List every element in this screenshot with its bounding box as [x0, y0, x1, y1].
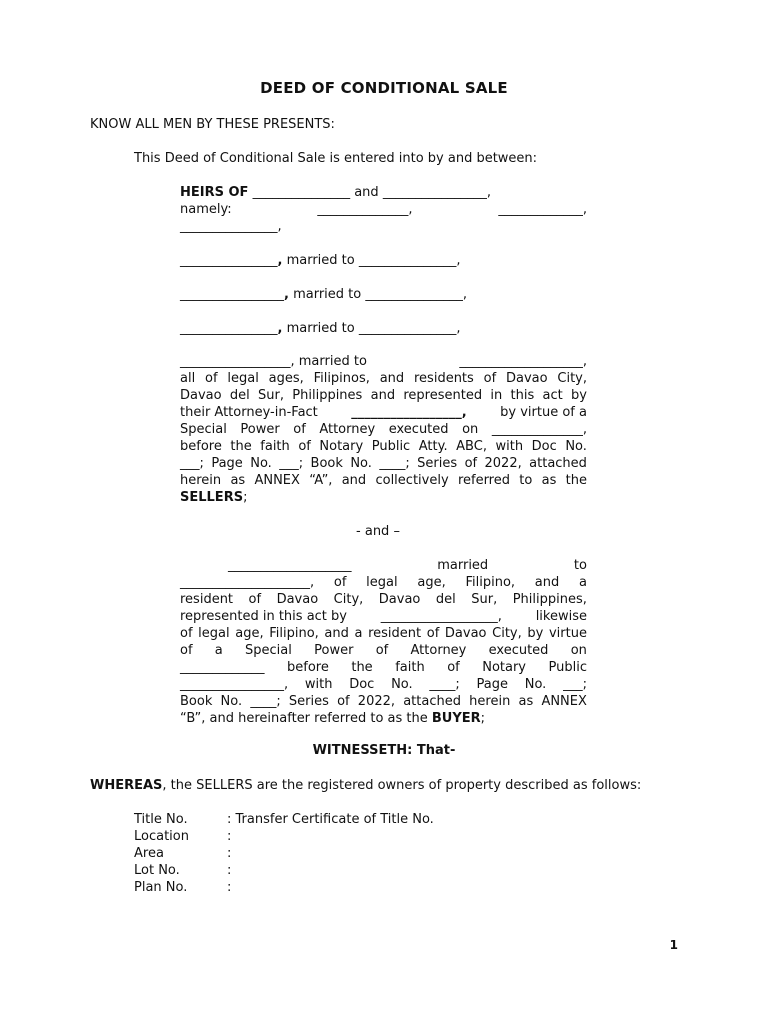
word: act [542, 388, 563, 403]
word: del [229, 388, 250, 403]
word: No. [350, 456, 372, 471]
word: Davao [276, 592, 319, 607]
page-number: 1 [669, 938, 678, 952]
word: Davao [444, 626, 487, 641]
word: a [214, 643, 223, 658]
word: No. [220, 694, 243, 709]
sellers-line-1a: _________________, married to [180, 354, 367, 369]
word: _____________ [180, 660, 265, 675]
word: Notary [319, 439, 364, 454]
married-line-1 [180, 252, 461, 269]
word: Public [371, 439, 411, 454]
buyer-likewise: likewise [535, 609, 587, 624]
word: del [435, 592, 456, 607]
word: before [180, 439, 222, 454]
sellers-semicolon: ; [243, 490, 248, 505]
buyer-line-7 [180, 659, 587, 676]
buyer-line-1 [180, 557, 587, 574]
word: attached [529, 456, 587, 471]
sellers-line-8 [180, 472, 587, 489]
word: Book [310, 456, 343, 471]
word: residents [414, 371, 474, 386]
word: virtue [548, 626, 587, 641]
word: “A”, [309, 473, 333, 488]
property-value: : Transfer Certificate of Title No. [227, 812, 434, 827]
word: City, [333, 592, 364, 607]
heirs-block [180, 184, 587, 235]
buyer-line-2 [180, 574, 587, 591]
word: ___; [180, 456, 204, 471]
word: age, [235, 626, 264, 641]
word: Philippines [292, 388, 363, 403]
word: Doc [531, 439, 557, 454]
word: the [351, 660, 373, 675]
document-title: DEED OF CONDITIONAL SALE [260, 79, 508, 97]
word: Special [180, 422, 227, 437]
property-value: : [227, 846, 232, 861]
word: Atty. [418, 439, 448, 454]
and-separator: - and – [356, 524, 400, 539]
buyer-semicolon: ; [480, 711, 486, 726]
word: and [370, 388, 396, 403]
word: Doc [349, 677, 375, 692]
sellers-line-7 [180, 455, 587, 472]
word: in [490, 388, 503, 403]
whereas-term: WHEREAS [90, 778, 163, 793]
word: of [447, 660, 460, 675]
attorney-label: their Attorney-in-Fact [180, 405, 318, 420]
word: age, [417, 575, 446, 590]
word: No. [565, 439, 587, 454]
word: ANNEX [254, 473, 300, 488]
word: ABC, [456, 439, 487, 454]
word: Sur, [471, 592, 498, 607]
heirs-label: HEIRS OF [180, 185, 249, 200]
married-comma: , [277, 321, 283, 336]
word: Filipino, [269, 626, 319, 641]
word: ______________, [491, 422, 587, 437]
word: Power [314, 643, 354, 658]
buyer-attorney-blank: __________________, [380, 609, 502, 624]
property-value: : [227, 829, 232, 844]
word: Series [288, 694, 329, 709]
word: all [180, 371, 196, 386]
married-rest: married to _______________, [288, 287, 467, 302]
word: as [518, 694, 534, 709]
word: ____________________, [180, 575, 315, 590]
word: faith [260, 439, 290, 454]
word: Davao [378, 592, 421, 607]
married-comma: , [277, 253, 283, 268]
buyer-paragraph [180, 557, 587, 727]
word: legal [198, 626, 230, 641]
buyer-line-3 [180, 591, 587, 608]
word: ages, [268, 371, 304, 386]
sellers-line-2 [180, 370, 587, 387]
namely-blank-3: _______________, [180, 219, 282, 234]
word: Book [180, 694, 213, 709]
word: Public [548, 660, 587, 675]
property-label: Title No. [134, 812, 188, 827]
word: Page [211, 456, 243, 471]
namely-blank-2: _____________, [498, 202, 587, 217]
word: Attorney [410, 643, 467, 658]
whereas-line [90, 777, 641, 794]
married-name: ________________ [180, 287, 284, 302]
word: of [293, 422, 306, 437]
word: of [180, 643, 193, 658]
word: No. [524, 677, 547, 692]
word: by [571, 388, 587, 403]
buyer-term: BUYER [431, 711, 481, 726]
word: and [324, 626, 349, 641]
word: City, [557, 371, 587, 386]
property-row-location [134, 828, 434, 845]
word: Special [245, 643, 292, 658]
heirs-blank-2: ________________, [382, 185, 491, 200]
word: the [565, 473, 587, 488]
word: Filipinos, [313, 371, 370, 386]
word: by [527, 626, 544, 641]
word: to [573, 558, 587, 573]
word: collectively [375, 473, 449, 488]
word: a [579, 575, 587, 590]
word: of [426, 626, 440, 641]
word: of [483, 371, 497, 386]
sellers-line-5 [180, 421, 587, 438]
property-value: : [227, 880, 232, 895]
sellers-paragraph [180, 353, 587, 506]
word: faith [395, 660, 425, 675]
word: ____; [429, 677, 460, 692]
word: referred [457, 473, 510, 488]
word: Davao [505, 371, 548, 386]
property-label: Lot No. [134, 863, 180, 878]
word: 2022, [484, 456, 522, 471]
sellers-term: SELLERS [180, 490, 244, 505]
word: Power [240, 422, 280, 437]
word: resident [180, 592, 234, 607]
word: ________________, [180, 677, 289, 692]
property-label: Area [134, 846, 164, 861]
word: Philippines, [512, 592, 587, 607]
word: ____; [379, 456, 410, 471]
word: this [510, 388, 535, 403]
word: executed [388, 422, 449, 437]
married-rest: married to _______________, [282, 321, 461, 336]
word: of [180, 626, 193, 641]
word: of [298, 439, 311, 454]
property-row-title [134, 811, 434, 828]
word: on [570, 643, 587, 658]
heirs-and: and [354, 185, 379, 200]
entered-line: This Deed of Conditional Sale is entered into by and between: [134, 151, 538, 166]
word: Series [417, 456, 458, 471]
word: with [304, 677, 333, 692]
word: as [230, 473, 246, 488]
word: Notary [482, 660, 526, 675]
buyer-line-8 [180, 676, 587, 693]
married-line-3 [180, 320, 461, 337]
word: resident [368, 626, 422, 641]
word: as [541, 473, 557, 488]
word: Sur, [258, 388, 284, 403]
word: ____; [250, 694, 281, 709]
word: of [248, 592, 262, 607]
word: of [337, 694, 350, 709]
property-label: Plan No. [134, 880, 188, 895]
namely-label: namely: [180, 202, 232, 217]
buyer-represented: represented in this act by [180, 609, 347, 624]
word: represented [403, 388, 483, 403]
word: legal [227, 371, 259, 386]
intro-line: KNOW ALL MEN BY THESE PRESENTS: [90, 117, 335, 132]
word: married [437, 558, 489, 573]
buyer-line-6 [180, 642, 587, 659]
word: ANNEX [541, 694, 587, 709]
word: of [333, 575, 347, 590]
married-comma: , [284, 287, 289, 302]
word: the [230, 439, 252, 454]
buyer-referred: “B”, and hereinafter referred to as the [180, 711, 432, 726]
word: and [379, 371, 405, 386]
word: of [375, 643, 389, 658]
word: herein [180, 473, 222, 488]
buyer-line-9 [180, 693, 587, 710]
witnesseth-heading [0, 743, 768, 758]
word: ___; [563, 677, 587, 692]
property-row-area [134, 845, 434, 862]
word: legal [366, 575, 398, 590]
property-details [134, 811, 434, 896]
namely-blank-1: ______________, [317, 202, 413, 217]
word: City, [492, 626, 522, 641]
attorney-blank: _________________, [351, 405, 467, 420]
word: with [495, 439, 524, 454]
heirs-blank-1: _______________ [252, 185, 351, 200]
word: of [205, 371, 218, 386]
property-row-lot [134, 862, 434, 879]
property-label: Location [134, 829, 189, 844]
witnesseth-text: WITNESSETH: That- [312, 743, 456, 758]
word: Page [476, 677, 508, 692]
word: 2022, [357, 694, 396, 709]
sellers-line-6 [180, 438, 587, 455]
word: a [354, 626, 363, 641]
buyer-line-5 [180, 625, 587, 642]
word: No. [250, 456, 272, 471]
word: herein [469, 694, 511, 709]
whereas-rest: , the SELLERS are the registered owners of property described as follows: [162, 778, 642, 793]
word: ___; [279, 456, 304, 471]
sellers-line-3 [180, 387, 587, 404]
attorney-rest: by virtue of a [500, 405, 587, 420]
married-name: _______________ [180, 321, 278, 336]
married-rest: married to _______________, [282, 253, 461, 268]
married-name: _______________ [180, 253, 278, 268]
word: and [534, 575, 560, 590]
word: and [341, 473, 367, 488]
word: No. [391, 677, 413, 692]
word: Davao [180, 388, 222, 403]
word: executed [488, 643, 549, 658]
sellers-line-1b: ___________________, [459, 354, 587, 369]
word: of [464, 456, 478, 471]
word: before [287, 660, 329, 675]
married-line-2 [180, 286, 467, 303]
word: on [462, 422, 479, 437]
property-value: : [227, 863, 232, 878]
word: ___________________ [228, 558, 352, 573]
word: Attorney [319, 422, 376, 437]
word: to [519, 473, 533, 488]
property-row-plan [134, 879, 434, 896]
word: attached [403, 694, 461, 709]
word: Filipino, [465, 575, 516, 590]
